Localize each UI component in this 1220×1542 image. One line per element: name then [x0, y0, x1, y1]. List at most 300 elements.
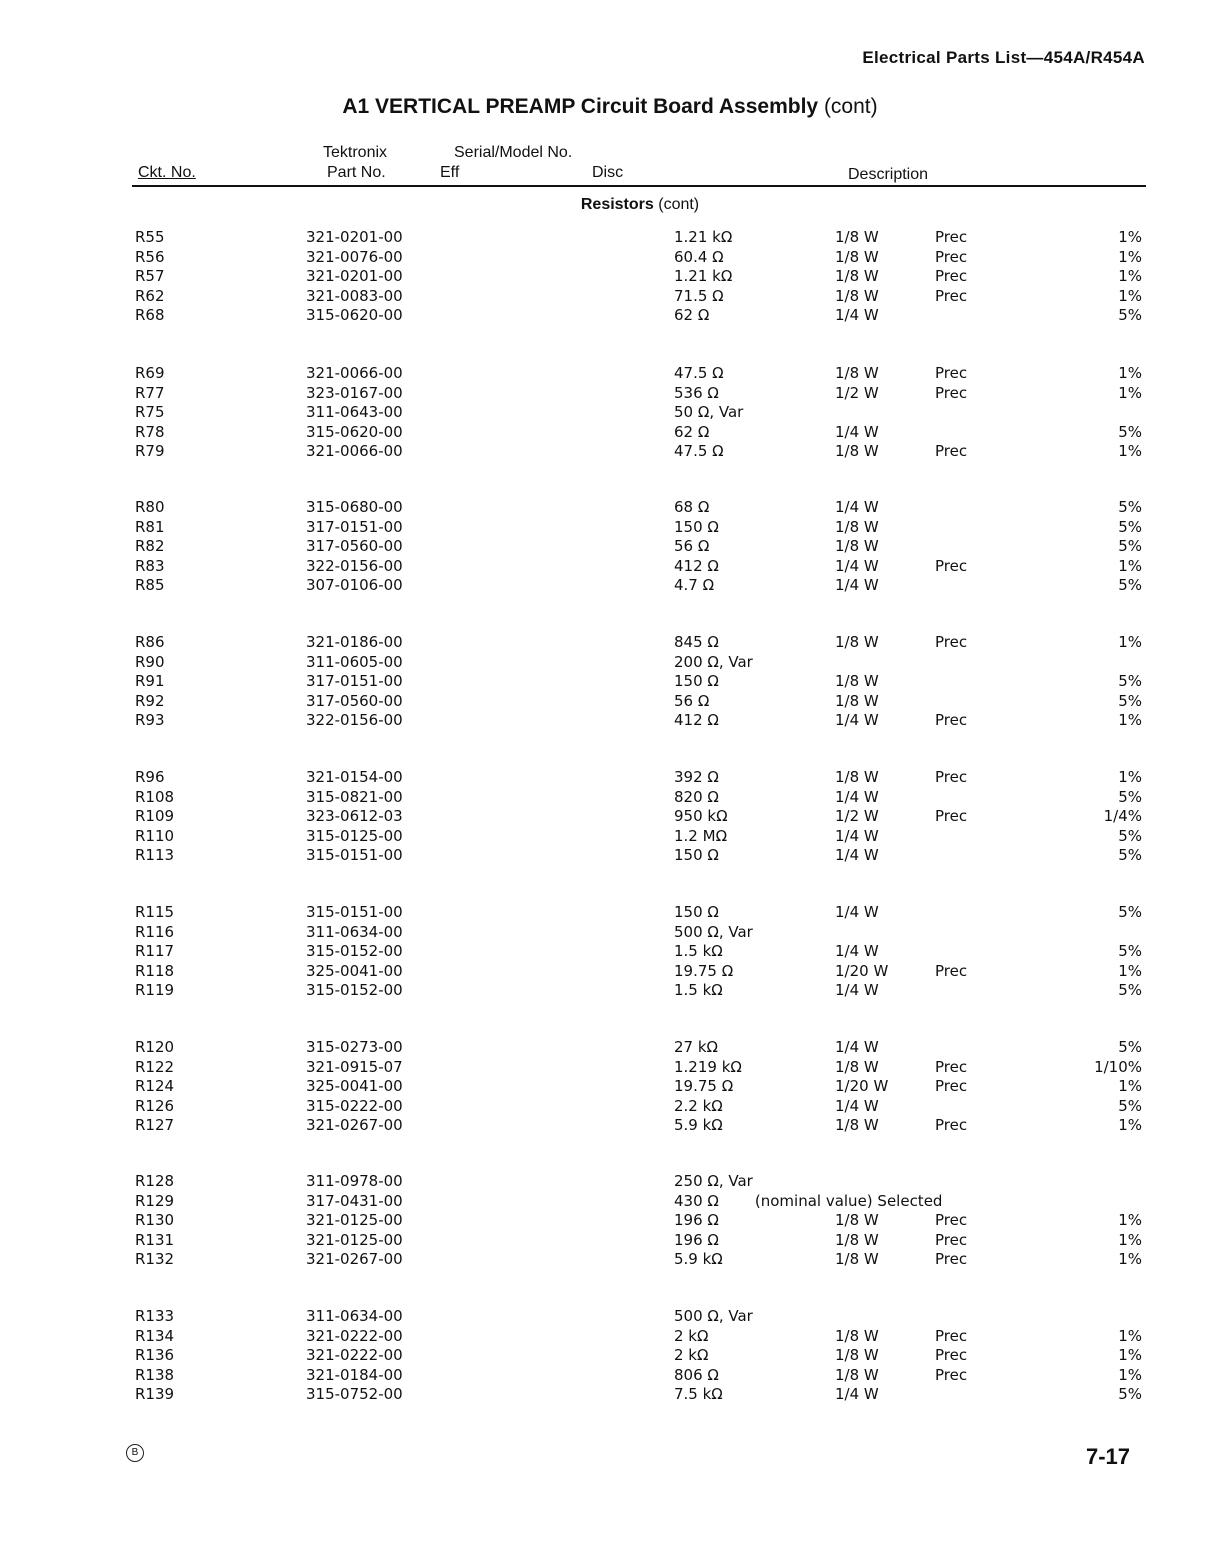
part-no-cell: 321-0915-07	[306, 1057, 403, 1076]
wattage-cell: 1/8 W	[835, 1326, 879, 1345]
col-tektronix: Tektronix	[323, 144, 388, 161]
table-row	[0, 807, 1220, 827]
ckt-no-cell: R57	[135, 267, 165, 286]
tolerance-cell: 1%	[1118, 247, 1142, 266]
ckt-no-cell: R139	[135, 1385, 175, 1404]
wattage-cell: 1/4 W	[835, 306, 879, 325]
wattage-cell: 1/4 W	[835, 787, 879, 806]
ckt-no-cell: R96	[135, 768, 165, 786]
ckt-no-cell: R83	[135, 556, 165, 575]
page-title	[0, 95, 1220, 119]
value-cell: 2 kΩ	[674, 1346, 709, 1365]
part-no-cell: 321-0267-00	[306, 1116, 403, 1135]
ckt-no-cell: R138	[135, 1365, 175, 1384]
part-no-cell: 321-0125-00	[306, 1230, 403, 1249]
value-cell: 7.5 kΩ	[674, 1385, 723, 1404]
part-no-cell: 317-0431-00	[306, 1191, 403, 1210]
tolerance-cell: 1%	[1118, 442, 1142, 461]
part-no-cell: 317-0151-00	[306, 672, 403, 691]
type-cell: Prec	[935, 1365, 968, 1384]
value-cell: 1.21 kΩ	[674, 267, 733, 286]
part-no-cell: 323-0167-00	[306, 383, 403, 402]
value-cell: 2.2 kΩ	[674, 1096, 723, 1115]
section-cont: (cont)	[658, 196, 700, 213]
tolerance-cell: 5%	[1118, 846, 1142, 865]
table-row	[0, 846, 1220, 866]
part-no-cell: 315-0151-00	[306, 903, 403, 921]
table-row	[0, 518, 1220, 538]
part-no-cell: 315-0620-00	[306, 422, 403, 441]
tolerance-cell: 1%	[1118, 768, 1142, 786]
wattage-cell: 1/8 W	[835, 442, 879, 461]
table-row	[0, 1058, 1220, 1078]
table-row	[0, 248, 1220, 268]
part-no-cell: 321-0222-00	[306, 1326, 403, 1345]
tolerance-cell: 5%	[1118, 576, 1142, 595]
wattage-cell: 1/4 W	[835, 981, 879, 1000]
part-no-cell: 325-0041-00	[306, 961, 403, 980]
value-cell: 500 Ω, Var	[674, 1307, 753, 1325]
ckt-no-cell: R85	[135, 576, 165, 595]
running-header: Electrical Parts List—454A/R454A	[862, 48, 1145, 67]
title-main: A1 VERTICAL PREAMP Circuit Board Assembly	[342, 95, 819, 118]
part-no-cell: 321-0184-00	[306, 1365, 403, 1384]
wattage-cell: 1/4 W	[835, 903, 879, 921]
type-cell: Prec	[935, 1211, 968, 1230]
type-cell: Prec	[935, 1230, 968, 1249]
type-cell: Prec	[935, 768, 968, 786]
type-cell: Prec	[935, 286, 968, 305]
part-no-cell: 317-0560-00	[306, 537, 403, 556]
tolerance-cell: 1%	[1118, 1116, 1142, 1135]
ckt-no-cell: R117	[135, 942, 175, 961]
table-row	[0, 1192, 1220, 1212]
value-cell: 150 Ω	[674, 903, 719, 921]
part-no-cell: 311-0643-00	[306, 403, 403, 422]
wattage-cell: 1/4 W	[835, 826, 879, 845]
tolerance-cell: 1%	[1118, 1365, 1142, 1384]
value-cell: 500 Ω, Var	[674, 922, 753, 941]
tolerance-cell: 1%	[1118, 364, 1142, 382]
table-row	[0, 1307, 1220, 1327]
tolerance-cell: 5%	[1118, 422, 1142, 441]
value-cell: 150 Ω	[674, 846, 719, 865]
part-no-cell: 321-0083-00	[306, 286, 403, 305]
type-cell: Prec	[935, 1057, 968, 1076]
ckt-no-cell: R75	[135, 403, 165, 422]
tolerance-cell: 5%	[1118, 942, 1142, 961]
part-no-cell: 325-0041-00	[306, 1077, 403, 1096]
wattage-cell: 1/8 W	[835, 1057, 879, 1076]
row-group	[0, 1038, 1220, 1136]
ckt-no-cell: R81	[135, 517, 165, 536]
value-cell: 19.75 Ω	[674, 961, 734, 980]
ckt-no-cell: R108	[135, 787, 175, 806]
type-cell: Prec	[935, 556, 968, 575]
wattage-cell: 1/4 W	[835, 1385, 879, 1404]
table-row	[0, 384, 1220, 404]
tolerance-cell: 1%	[1118, 383, 1142, 402]
ckt-no-cell: R62	[135, 286, 165, 305]
ckt-no-cell: R69	[135, 364, 165, 382]
part-no-cell: 317-0560-00	[306, 691, 403, 710]
ckt-no-cell: R127	[135, 1116, 175, 1135]
table-row	[0, 423, 1220, 443]
wattage-cell: 1/8 W	[835, 1211, 879, 1230]
value-cell: 412 Ω	[674, 556, 719, 575]
type-cell: Prec	[935, 1077, 968, 1096]
ckt-no-cell: R68	[135, 306, 165, 325]
value-cell: 536 Ω	[674, 383, 719, 402]
ckt-no-cell: R86	[135, 633, 165, 651]
table-row	[0, 228, 1220, 248]
ckt-no-cell: R134	[135, 1326, 175, 1345]
part-no-cell: 315-0152-00	[306, 942, 403, 961]
table-row	[0, 768, 1220, 788]
part-no-cell: 311-0605-00	[306, 652, 403, 671]
type-cell: Prec	[935, 633, 968, 651]
value-cell: 412 Ω	[674, 711, 719, 730]
table-row	[0, 827, 1220, 847]
tolerance-cell: 5%	[1118, 517, 1142, 536]
table-row	[0, 267, 1220, 287]
col-ckt-no: Ckt. No.	[138, 164, 196, 181]
table-row	[0, 692, 1220, 712]
type-cell: Prec	[935, 442, 968, 461]
value-cell: 2 kΩ	[674, 1326, 709, 1345]
value-cell: 1.219 kΩ	[674, 1057, 742, 1076]
ckt-no-cell: R131	[135, 1230, 175, 1249]
wattage-cell: 1/4 W	[835, 846, 879, 865]
tolerance-cell: 1/10%	[1094, 1057, 1142, 1076]
wattage-cell: 1/8 W	[835, 1116, 879, 1135]
table-row	[0, 442, 1220, 462]
value-cell	[674, 1192, 942, 1212]
value-cell: 150 Ω	[674, 672, 719, 691]
table-row	[0, 923, 1220, 943]
header-rule	[132, 185, 1146, 187]
ckt-no-cell: R93	[135, 711, 165, 730]
type-cell: Prec	[935, 247, 968, 266]
table-row	[0, 981, 1220, 1001]
ckt-no-cell: R130	[135, 1211, 175, 1230]
table-row	[0, 287, 1220, 307]
part-no-cell: 315-0273-00	[306, 1038, 403, 1056]
type-cell: Prec	[935, 1116, 968, 1135]
value-cell: 845 Ω	[674, 633, 719, 651]
part-no-cell: 315-0222-00	[306, 1096, 403, 1115]
ckt-no-cell: R132	[135, 1250, 175, 1269]
type-cell: Prec	[935, 383, 968, 402]
table-row	[0, 1038, 1220, 1058]
wattage-cell: 1/4 W	[835, 1038, 879, 1056]
table-row	[0, 1211, 1220, 1231]
value-cell: 60.4 Ω	[674, 247, 724, 266]
part-no-cell: 321-0201-00	[306, 267, 403, 286]
value-cell: 250 Ω, Var	[674, 1172, 753, 1190]
value-cell: 196 Ω	[674, 1211, 719, 1230]
wattage-cell: 1/8 W	[835, 247, 879, 266]
part-no-cell: 321-0222-00	[306, 1346, 403, 1365]
table-row	[0, 306, 1220, 326]
wattage-cell: 1/8 W	[835, 768, 879, 786]
tolerance-cell: 5%	[1118, 1038, 1142, 1056]
wattage-cell: 1/8 W	[835, 1230, 879, 1249]
wattage-cell: 1/4 W	[835, 498, 879, 516]
value-cell: 62 Ω	[674, 306, 710, 325]
type-cell: Prec	[935, 1326, 968, 1345]
value-cell: 150 Ω	[674, 517, 719, 536]
type-cell: Prec	[935, 267, 968, 286]
part-no-cell: 315-0152-00	[306, 981, 403, 1000]
ckt-no-cell: R79	[135, 442, 165, 461]
value-cell: 56 Ω	[674, 691, 710, 710]
value-cell: 1.5 kΩ	[674, 942, 723, 961]
part-no-cell: 311-0634-00	[306, 922, 403, 941]
wattage-cell: 1/8 W	[835, 691, 879, 710]
wattage-cell: 1/4 W	[835, 1096, 879, 1115]
wattage-cell: 1/4 W	[835, 556, 879, 575]
section-title	[0, 196, 1220, 214]
value-cell: 62 Ω	[674, 422, 710, 441]
table-row	[0, 1116, 1220, 1136]
part-no-cell: 321-0066-00	[306, 364, 403, 382]
tolerance-cell: 1%	[1118, 1326, 1142, 1345]
tolerance-cell: 1%	[1118, 1077, 1142, 1096]
table-row	[0, 576, 1220, 596]
wattage-cell: 1/8 W	[835, 672, 879, 691]
value-cell: 47.5 Ω	[674, 364, 724, 382]
table-row	[0, 633, 1220, 653]
part-no-cell: 315-0680-00	[306, 498, 403, 516]
title-cont: (cont)	[823, 95, 878, 118]
tolerance-cell: 1%	[1118, 961, 1142, 980]
ckt-no-cell: R124	[135, 1077, 175, 1096]
wattage-cell: 1/2 W	[835, 807, 879, 826]
row-group	[0, 1307, 1220, 1405]
table-row	[0, 903, 1220, 923]
ckt-no-cell: R133	[135, 1307, 175, 1325]
page-number: 7-17	[1085, 1444, 1130, 1469]
value-cell: 950 kΩ	[674, 807, 728, 826]
tolerance-cell: 1/4%	[1103, 807, 1142, 826]
value-cell: 1.2 MΩ	[674, 826, 728, 845]
tolerance-cell: 5%	[1118, 1096, 1142, 1115]
revision-mark: B	[126, 1444, 144, 1462]
tolerance-cell: 1%	[1118, 228, 1142, 246]
type-cell: Prec	[935, 1250, 968, 1269]
wattage-cell: 1/4 W	[835, 942, 879, 961]
ckt-no-cell: R128	[135, 1172, 175, 1190]
table-row	[0, 711, 1220, 731]
part-no-cell: 315-0151-00	[306, 846, 403, 865]
col-description: Description	[848, 166, 929, 183]
tolerance-cell: 1%	[1118, 1250, 1142, 1269]
tolerance-cell: 5%	[1118, 787, 1142, 806]
part-no-cell: 321-0186-00	[306, 633, 403, 651]
tolerance-cell: 5%	[1118, 306, 1142, 325]
tolerance-cell: 1%	[1118, 633, 1142, 651]
table-row	[0, 788, 1220, 808]
row-group	[0, 498, 1220, 596]
value-cell: 4.7 Ω	[674, 576, 715, 595]
part-no-cell: 315-0620-00	[306, 306, 403, 325]
tolerance-cell: 1%	[1118, 1211, 1142, 1230]
part-no-cell: 311-0978-00	[306, 1172, 403, 1190]
part-no-cell: 322-0156-00	[306, 711, 403, 730]
wattage-cell: 1/8 W	[835, 364, 879, 382]
wattage-cell: 1/4 W	[835, 422, 879, 441]
value-cell: 27 kΩ	[674, 1038, 719, 1056]
table-row	[0, 1366, 1220, 1386]
value-cell: 5.9 kΩ	[674, 1250, 723, 1269]
part-no-cell: 307-0106-00	[306, 576, 403, 595]
table-row	[0, 537, 1220, 557]
col-eff: Eff	[440, 164, 460, 181]
row-group	[0, 903, 1220, 1001]
tolerance-cell: 1%	[1118, 286, 1142, 305]
type-cell: Prec	[935, 228, 968, 246]
section-name: Resistors	[580, 196, 654, 213]
table-row	[0, 557, 1220, 577]
wattage-cell: 1/8 W	[835, 1250, 879, 1269]
value-cell: 56 Ω	[674, 537, 710, 556]
ckt-no-cell: R118	[135, 961, 175, 980]
row-group	[0, 768, 1220, 866]
value-cell: 1.21 kΩ	[674, 228, 733, 246]
wattage-cell: 1/8 W	[835, 633, 879, 651]
row-group	[0, 633, 1220, 731]
part-no-cell: 321-0125-00	[306, 1211, 403, 1230]
part-no-cell: 311-0634-00	[306, 1307, 403, 1325]
row-group	[0, 228, 1220, 326]
value-note: (nominal value) Selected	[754, 1191, 943, 1210]
ckt-no-cell: R109	[135, 807, 175, 826]
value-cell: 820 Ω	[674, 787, 719, 806]
wattage-cell: 1/4 W	[835, 711, 879, 730]
wattage-cell: 1/8 W	[835, 537, 879, 556]
row-group	[0, 364, 1220, 462]
wattage-cell: 1/20 W	[835, 1077, 889, 1096]
ckt-no-cell: R136	[135, 1346, 175, 1365]
table-row	[0, 653, 1220, 673]
table-row	[0, 1327, 1220, 1347]
part-no-cell: 315-0752-00	[306, 1385, 403, 1404]
ckt-no-cell: R92	[135, 691, 165, 710]
tolerance-cell: 5%	[1118, 672, 1142, 691]
ckt-no-cell: R116	[135, 922, 175, 941]
wattage-cell: 1/8 W	[835, 1346, 879, 1365]
ckt-no-cell: R129	[135, 1191, 175, 1210]
part-no-cell: 321-0066-00	[306, 442, 403, 461]
value-cell: 392 Ω	[674, 768, 719, 786]
table-row	[0, 1385, 1220, 1405]
type-cell: Prec	[935, 961, 968, 980]
part-no-cell: 322-0156-00	[306, 556, 403, 575]
tolerance-cell: 5%	[1118, 981, 1142, 1000]
wattage-cell: 1/8 W	[835, 267, 879, 286]
value-cell: 47.5 Ω	[674, 442, 724, 461]
table-row	[0, 1097, 1220, 1117]
tolerance-cell: 1%	[1118, 1346, 1142, 1365]
value-cell: 200 Ω, Var	[674, 652, 753, 671]
tolerance-cell: 5%	[1118, 903, 1142, 921]
value-cell: 196 Ω	[674, 1230, 719, 1249]
tolerance-cell: 5%	[1118, 691, 1142, 710]
table-row	[0, 942, 1220, 962]
ckt-no-cell: R115	[135, 903, 175, 921]
ckt-no-cell: R126	[135, 1096, 175, 1115]
wattage-cell: 1/8 W	[835, 517, 879, 536]
part-no-cell: 321-0267-00	[306, 1250, 403, 1269]
ckt-no-cell: R80	[135, 498, 165, 516]
type-cell: Prec	[935, 807, 968, 826]
tolerance-cell: 1%	[1118, 1230, 1142, 1249]
value-cell: 68 Ω	[674, 498, 710, 516]
wattage-cell: 1/4 W	[835, 576, 879, 595]
wattage-cell: 1/8 W	[835, 228, 879, 246]
wattage-cell: 1/20 W	[835, 961, 889, 980]
ckt-no-cell: R120	[135, 1038, 175, 1056]
table-row	[0, 364, 1220, 384]
table-row	[0, 1250, 1220, 1270]
tolerance-cell: 5%	[1118, 498, 1142, 516]
ckt-no-cell: R119	[135, 981, 175, 1000]
row-group	[0, 1172, 1220, 1270]
value-cell: 806 Ω	[674, 1365, 719, 1384]
part-no-cell: 323-0612-03	[306, 807, 403, 826]
ckt-no-cell: R77	[135, 383, 165, 402]
part-no-cell: 321-0201-00	[306, 228, 403, 246]
part-no-cell: 317-0151-00	[306, 517, 403, 536]
table-row	[0, 498, 1220, 518]
tolerance-cell: 5%	[1118, 826, 1142, 845]
table-row	[0, 1077, 1220, 1097]
ckt-no-cell: R122	[135, 1057, 175, 1076]
ckt-no-cell: R82	[135, 537, 165, 556]
ckt-no-cell: R56	[135, 247, 165, 266]
ckt-no-cell: R113	[135, 846, 175, 865]
value-cell: 19.75 Ω	[674, 1077, 734, 1096]
col-part-no: Part No.	[327, 164, 386, 181]
value-text: 430 Ω	[674, 1191, 719, 1210]
table-row	[0, 962, 1220, 982]
tolerance-cell: 1%	[1118, 556, 1142, 575]
tolerance-cell: 1%	[1118, 267, 1142, 286]
value-cell: 50 Ω, Var	[674, 403, 744, 422]
tolerance-cell: 5%	[1118, 537, 1142, 556]
ckt-no-cell: R78	[135, 422, 165, 441]
wattage-cell: 1/8 W	[835, 1365, 879, 1384]
value-cell: 5.9 kΩ	[674, 1116, 723, 1135]
wattage-cell: 1/8 W	[835, 286, 879, 305]
table-row	[0, 1172, 1220, 1192]
wattage-cell: 1/2 W	[835, 383, 879, 402]
type-cell: Prec	[935, 711, 968, 730]
table-row	[0, 403, 1220, 423]
col-serial-model: Serial/Model No.	[454, 144, 573, 161]
type-cell: Prec	[935, 1346, 968, 1365]
value-cell: 71.5 Ω	[674, 286, 724, 305]
type-cell: Prec	[935, 364, 968, 382]
value-cell: 1.5 kΩ	[674, 981, 723, 1000]
table-row	[0, 672, 1220, 692]
tolerance-cell: 1%	[1118, 711, 1142, 730]
ckt-no-cell: R91	[135, 672, 165, 691]
ckt-no-cell: R110	[135, 826, 175, 845]
part-no-cell: 321-0076-00	[306, 247, 403, 266]
ckt-no-cell: R55	[135, 228, 165, 246]
